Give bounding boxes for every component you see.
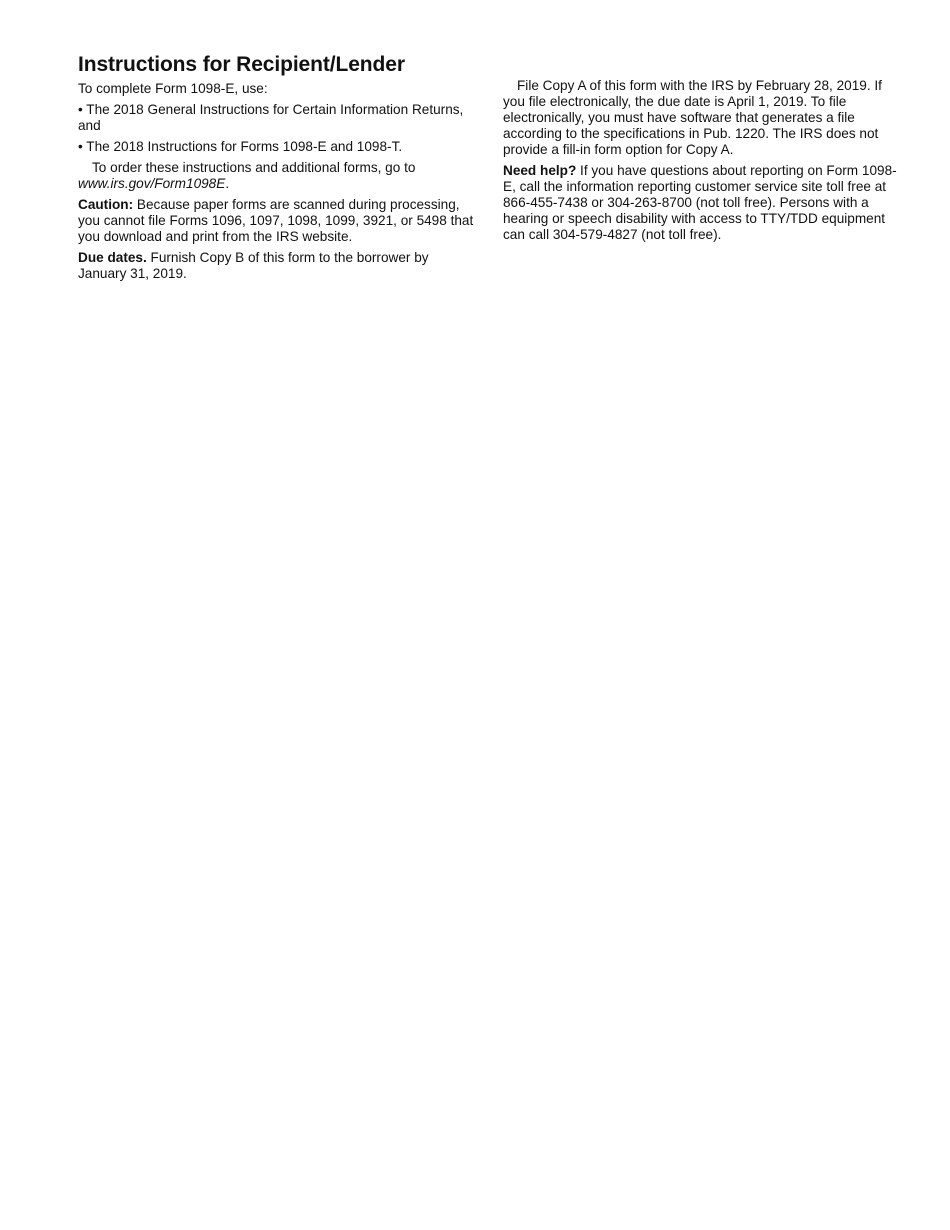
bullet-item-general-instructions [78, 102, 478, 134]
due-dates-text: Furnish Copy B of this form to the borrower by January 31, 2019. [78, 250, 429, 281]
bullet-text: The 2018 Instructions for Forms 1098-E and 1098-T. [86, 139, 403, 154]
caution-text: Because paper forms are scanned during processing, you cannot file Forms 1096, 1097, 1098, 1099, 3921, or 5498 that you download and print from the IRS website. [78, 197, 474, 244]
order-text: To order these instructions and additional forms, go to [92, 160, 416, 175]
bullet-text: The 2018 General Instructions for Certain Information Returns, and [78, 102, 464, 133]
page-title: Instructions for Recipient/Lender [78, 53, 405, 76]
caution-lead: Caution: [78, 197, 134, 212]
caution-paragraph [78, 197, 478, 245]
right-column [503, 78, 898, 248]
due-dates-paragraph [78, 250, 478, 282]
order-paragraph [78, 160, 478, 192]
bullet-item-form-instructions [78, 139, 478, 155]
file-copy-paragraph: File Copy A of this form with the IRS by February 28, 2019. If you file electronically, the due date is April 1, 2019. To file electronically, you must have software that generates a file according to the specifications in Pub. 1220. The IRS does not provide a fill-in form option for Copy A. [503, 78, 882, 157]
need-help-lead: Need help? [503, 163, 577, 178]
due-dates-lead: Due dates. [78, 250, 147, 265]
need-help-text: If you have questions about reporting on Form 1098-E, call the information reporting customer service site toll free at 866-455-7438 or 304-263-8700 (not toll free). Persons with a hearing or speech disability with access to TTY/TDD equipment can call 304-579-4827 (not toll free). [503, 163, 897, 242]
order-end: . [225, 176, 230, 191]
left-column [78, 52, 478, 287]
bullet-icon: • [78, 139, 83, 154]
intro-text: To complete Form 1098-E, use: [78, 81, 268, 96]
order-link[interactable]: www.irs.gov/Form1098E [78, 176, 226, 191]
need-help-paragraph [503, 163, 898, 243]
bullet-icon: • [78, 102, 83, 117]
